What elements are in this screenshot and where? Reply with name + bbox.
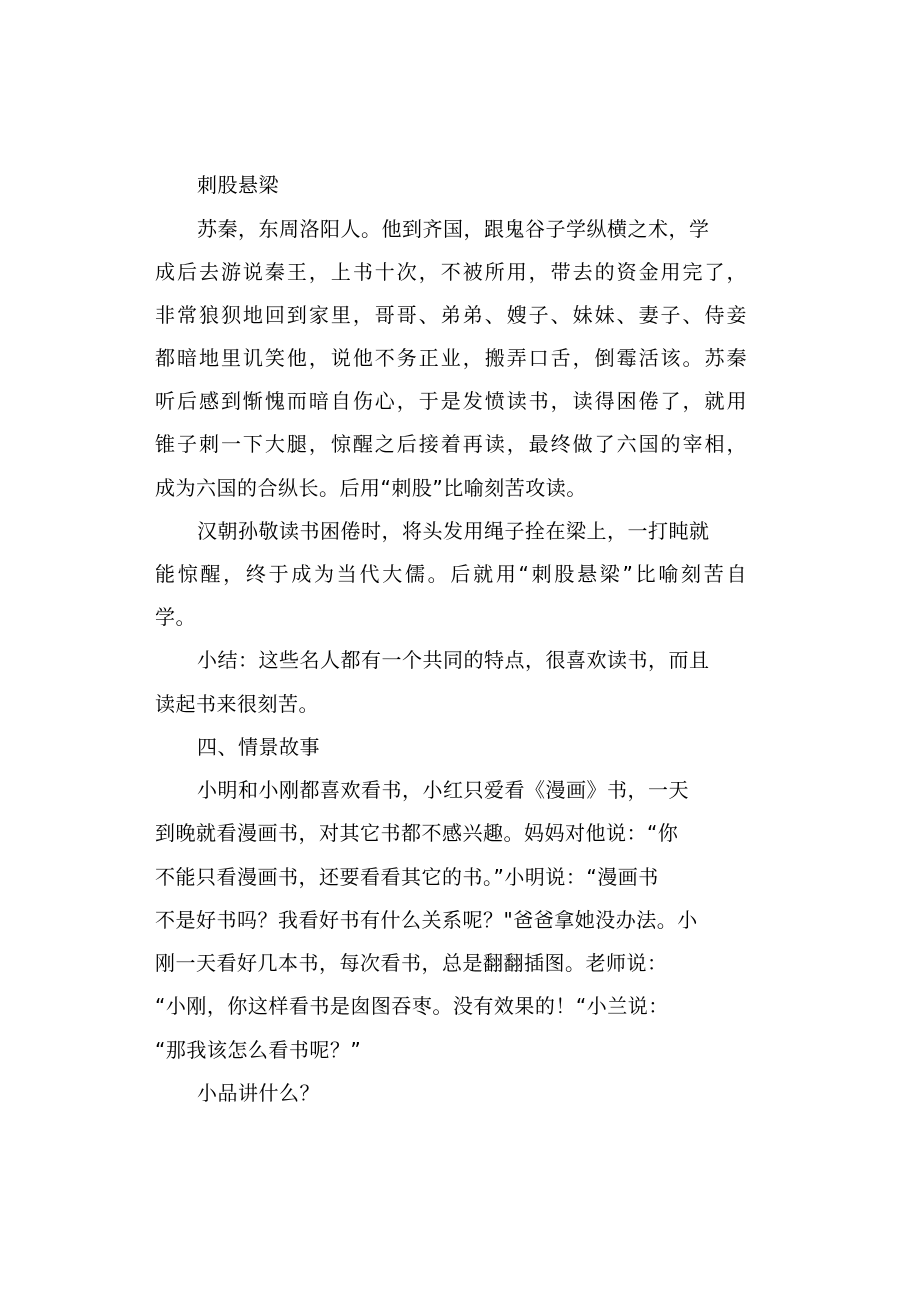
paragraph-line: 能惊醒，终于成为当代大儒。后就用“刺股悬梁”比喻刻苦自 <box>155 562 747 586</box>
story-line: 不是好书吗？我看好书有什么关系呢？"爸爸拿她没办法。小 <box>155 908 698 932</box>
paragraph-line: 都暗地里讥笑他，说他不务正业，搬弄口舌，倒霉活该。苏秦 <box>155 346 747 370</box>
paragraph-line: 听后感到惭愧而暗自伤心，于是发愤读书，读得困倦了，就用 <box>155 389 747 413</box>
paragraph-line: 锥子刺一下大腿，惊醒之后接着再读，最终做了六国的宰相， <box>155 432 747 456</box>
story-line: 到晚就看漫画书，对其它书都不感兴趣。妈妈对他说：“你 <box>155 821 679 845</box>
question-line: 小品讲什么？ <box>197 1081 320 1105</box>
story-line: “小刚，你这样看书是囱图吞枣。没有效果的！“小兰说： <box>155 994 669 1018</box>
paragraph-line: 汉朝孙敬读书困倦时，将头发用绳子拴在梁上，一打盹就 <box>197 519 710 543</box>
story-line: “那我该怎么看书呢？” <box>155 1038 362 1062</box>
story-line: 刚一天看好几本书，每次看书，总是翻翻插图。老师说： <box>155 951 668 975</box>
paragraph-line: 学。 <box>155 605 196 629</box>
paragraph-line: 非常狼狈地回到家里，哥哥、弟弟、嫂子、妹妹、妻子、侍妾 <box>155 303 747 327</box>
story-line: 小明和小刚都喜欢看书，小红只爱看《漫画》书，一天 <box>197 778 689 802</box>
summary-line: 小结：这些名人都有一个共同的特点，很喜欢读书，而且 <box>197 648 710 672</box>
paragraph-line: 苏秦，东周洛阳人。他到齐国，跟鬼谷子学纵横之术，学 <box>197 217 710 241</box>
summary-line: 读起书来很刻苦。 <box>155 692 319 716</box>
section-heading: 四、情景故事 <box>197 735 320 759</box>
section-heading: 刺股悬梁 <box>197 173 279 197</box>
paragraph-line: 成后去游说秦王，上书十次，不被所用，带去的资金用完了， <box>155 260 747 284</box>
paragraph-line: 成为六国的合纵长。后用“刺股”比喻刻苦攻读。 <box>155 476 587 500</box>
story-line: 不能只看漫画书，还要看看其它的书。”小明说：“漫画书 <box>155 865 659 889</box>
